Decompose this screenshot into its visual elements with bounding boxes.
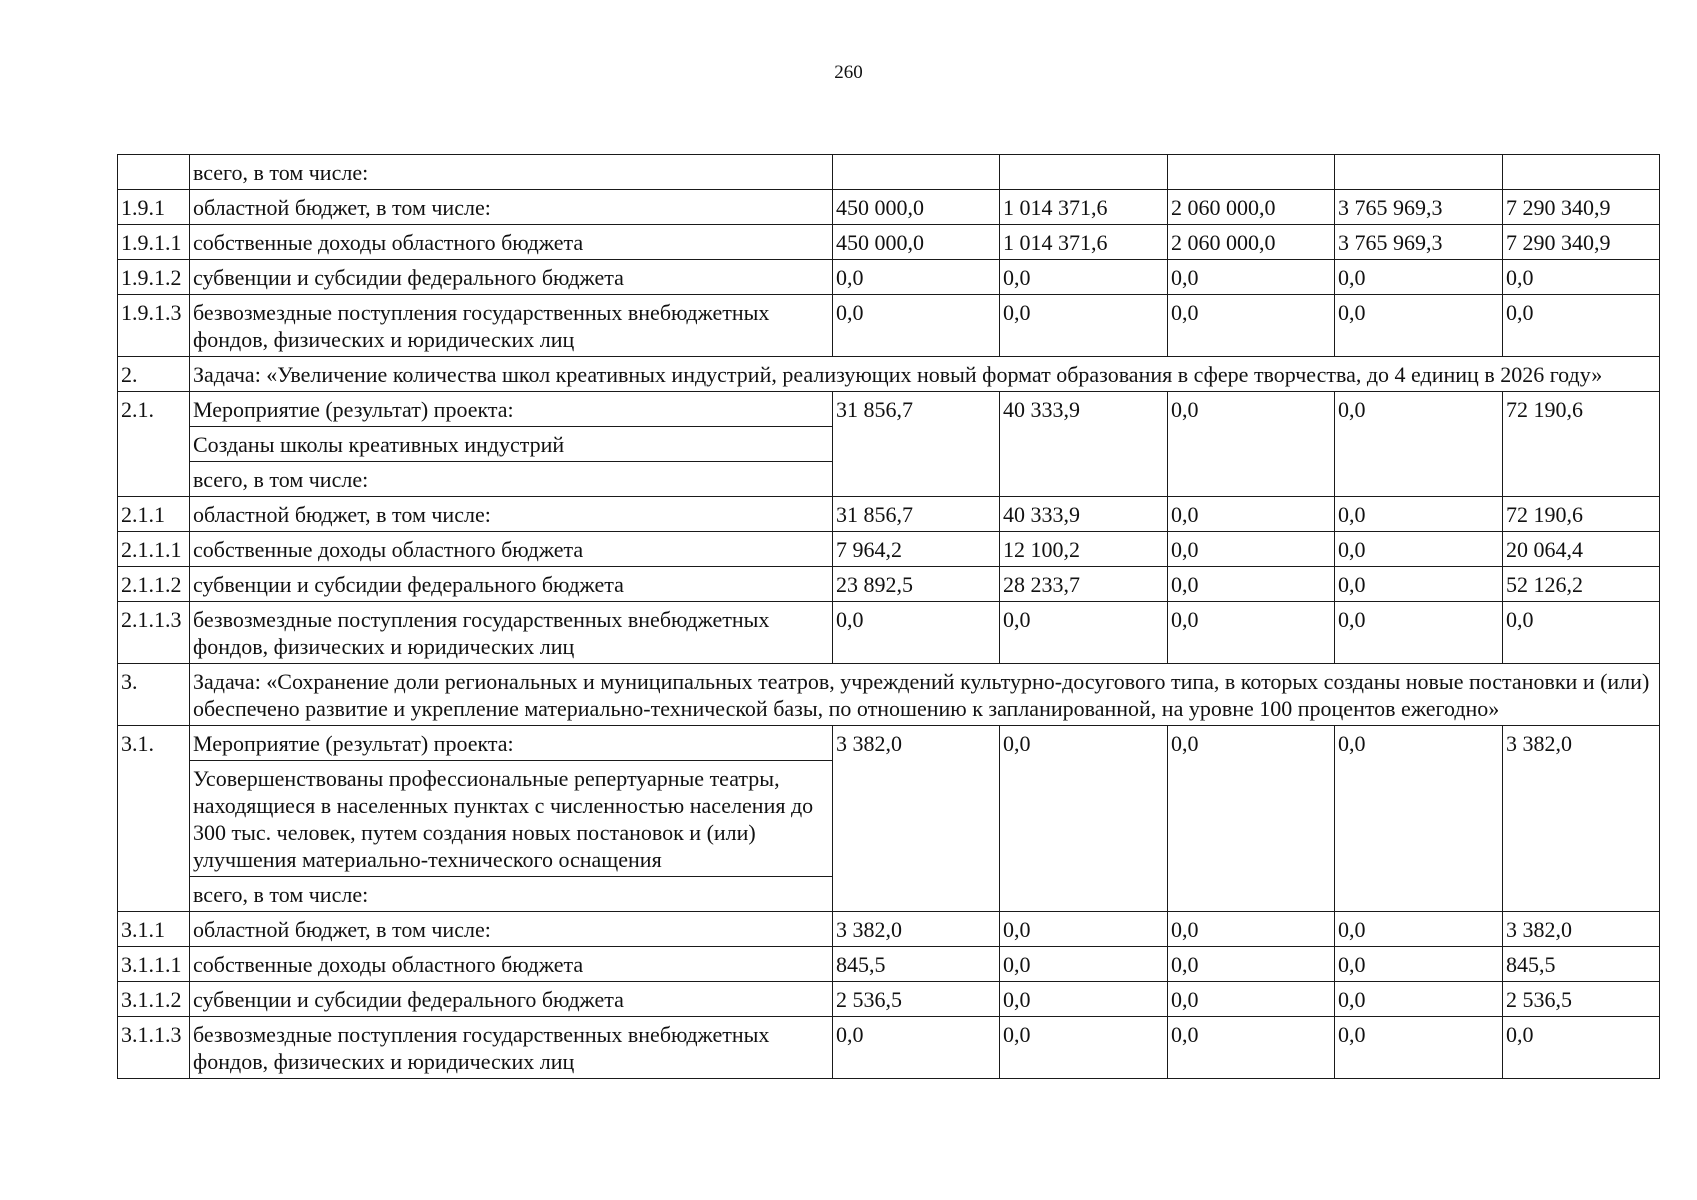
row-value: 0,0 bbox=[1503, 602, 1660, 664]
task-text: Задача: «Увеличение количества школ креативных индустрий, реализующих новый формат образования в сфере творчества, до 4 единиц в 2026 году» bbox=[190, 357, 1660, 392]
table-row bbox=[118, 190, 1660, 225]
row-name: областной бюджет, в том числе: bbox=[190, 497, 833, 532]
row-value: 0,0 bbox=[1335, 567, 1503, 602]
row-code: 3.1.1 bbox=[118, 912, 190, 947]
table-row bbox=[118, 225, 1660, 260]
row-value: 0,0 bbox=[1168, 567, 1335, 602]
table-row bbox=[118, 567, 1660, 602]
row-value: 845,5 bbox=[833, 947, 1000, 982]
row-value: 3 382,0 bbox=[1503, 726, 1660, 912]
row-value: 0,0 bbox=[1000, 726, 1168, 912]
row-value: 31 856,7 bbox=[833, 497, 1000, 532]
event-label: Мероприятие (результат) проекта: bbox=[190, 392, 833, 427]
row-code bbox=[118, 155, 190, 190]
row-code: 2.1.1 bbox=[118, 497, 190, 532]
row-value: 0,0 bbox=[1168, 982, 1335, 1017]
row-code: 3.1.1.3 bbox=[118, 1017, 190, 1079]
task-row bbox=[118, 664, 1660, 726]
row-name: собственные доходы областного бюджета bbox=[190, 532, 833, 567]
row-value: 7 290 340,9 bbox=[1503, 225, 1660, 260]
row-value: 72 190,6 bbox=[1503, 392, 1660, 497]
row-value: 0,0 bbox=[1503, 1017, 1660, 1079]
row-value: 0,0 bbox=[1168, 1017, 1335, 1079]
row-value bbox=[1000, 155, 1168, 190]
event-code: 3.1. bbox=[118, 726, 190, 912]
row-value: 0,0 bbox=[1335, 392, 1503, 497]
table-row bbox=[118, 295, 1660, 357]
row-name: субвенции и субсидии федерального бюджета bbox=[190, 567, 833, 602]
row-value: 40 333,9 bbox=[1000, 497, 1168, 532]
row-value: 20 064,4 bbox=[1503, 532, 1660, 567]
row-value: 2 060 000,0 bbox=[1168, 190, 1335, 225]
event-code: 2.1. bbox=[118, 392, 190, 497]
row-value: 0,0 bbox=[1000, 912, 1168, 947]
row-value: 12 100,2 bbox=[1000, 532, 1168, 567]
budget-table bbox=[117, 154, 1660, 1079]
table-row bbox=[118, 260, 1660, 295]
row-value: 23 892,5 bbox=[833, 567, 1000, 602]
row-value: 3 382,0 bbox=[1503, 912, 1660, 947]
row-value: 0,0 bbox=[1168, 295, 1335, 357]
event-row bbox=[118, 392, 1660, 427]
row-name: субвенции и субсидии федерального бюджета bbox=[190, 260, 833, 295]
row-name: собственные доходы областного бюджета bbox=[190, 947, 833, 982]
row-value bbox=[1168, 155, 1335, 190]
row-code: 2.1.1.2 bbox=[118, 567, 190, 602]
row-value: 72 190,6 bbox=[1503, 497, 1660, 532]
row-value: 0,0 bbox=[1335, 947, 1503, 982]
row-name: безвозмездные поступления государственных внебюджетных фондов, физических и юридических лиц bbox=[190, 295, 833, 357]
row-value: 7 964,2 bbox=[833, 532, 1000, 567]
row-value: 0,0 bbox=[1168, 497, 1335, 532]
row-name: безвозмездные поступления государственных внебюджетных фондов, физических и юридических лиц bbox=[190, 602, 833, 664]
row-value: 0,0 bbox=[1335, 726, 1503, 912]
row-name: безвозмездные поступления государственных внебюджетных фондов, физических и юридических лиц bbox=[190, 1017, 833, 1079]
task-text: Задача: «Сохранение доли региональных и муниципальных театров, учреждений культурно-досугового типа, в которых созданы новые постановки и (или) обеспечено развитие и укрепление материально-технической базы, по отношению к запланированной, на уровне 100 процентов ежегодно» bbox=[190, 664, 1660, 726]
row-value: 0,0 bbox=[1000, 602, 1168, 664]
event-total: всего, в том числе: bbox=[190, 462, 833, 497]
row-code: 2.1.1.3 bbox=[118, 602, 190, 664]
row-value: 31 856,7 bbox=[833, 392, 1000, 497]
row-value: 0,0 bbox=[833, 260, 1000, 295]
row-name: областной бюджет, в том числе: bbox=[190, 190, 833, 225]
row-value: 1 014 371,6 bbox=[1000, 225, 1168, 260]
task-code: 2. bbox=[118, 357, 190, 392]
table-row bbox=[118, 947, 1660, 982]
row-value bbox=[1503, 155, 1660, 190]
row-value: 0,0 bbox=[1168, 947, 1335, 982]
row-value: 3 765 969,3 bbox=[1335, 190, 1503, 225]
row-value: 845,5 bbox=[1503, 947, 1660, 982]
row-value: 0,0 bbox=[833, 602, 1000, 664]
table-row bbox=[118, 602, 1660, 664]
row-value: 7 290 340,9 bbox=[1503, 190, 1660, 225]
row-value bbox=[1335, 155, 1503, 190]
row-value: 0,0 bbox=[1000, 260, 1168, 295]
row-value: 0,0 bbox=[1168, 602, 1335, 664]
row-code: 3.1.1.2 bbox=[118, 982, 190, 1017]
row-value: 0,0 bbox=[1168, 726, 1335, 912]
row-value: 52 126,2 bbox=[1503, 567, 1660, 602]
table-row bbox=[118, 982, 1660, 1017]
row-code: 1.9.1.1 bbox=[118, 225, 190, 260]
row-value bbox=[833, 155, 1000, 190]
row-value: 0,0 bbox=[1335, 1017, 1503, 1079]
row-value: 0,0 bbox=[1335, 982, 1503, 1017]
row-value: 2 536,5 bbox=[833, 982, 1000, 1017]
row-value: 40 333,9 bbox=[1000, 392, 1168, 497]
table-row bbox=[118, 532, 1660, 567]
row-value: 0,0 bbox=[1168, 260, 1335, 295]
row-value: 0,0 bbox=[1335, 497, 1503, 532]
row-value: 0,0 bbox=[1000, 295, 1168, 357]
event-result: Созданы школы креативных индустрий bbox=[190, 427, 833, 462]
row-code: 1.9.1.2 bbox=[118, 260, 190, 295]
row-value: 0,0 bbox=[1168, 912, 1335, 947]
row-code: 2.1.1.1 bbox=[118, 532, 190, 567]
table-row bbox=[118, 155, 1660, 190]
row-value: 2 060 000,0 bbox=[1168, 225, 1335, 260]
row-code: 1.9.1 bbox=[118, 190, 190, 225]
row-value: 0,0 bbox=[1335, 260, 1503, 295]
row-value: 0,0 bbox=[1000, 982, 1168, 1017]
row-value: 450 000,0 bbox=[833, 190, 1000, 225]
row-name: областной бюджет, в том числе: bbox=[190, 912, 833, 947]
table-row bbox=[118, 1017, 1660, 1079]
row-value: 0,0 bbox=[1335, 912, 1503, 947]
row-value: 0,0 bbox=[1168, 532, 1335, 567]
row-name: субвенции и субсидии федерального бюджета bbox=[190, 982, 833, 1017]
event-result: Усовершенствованы профессиональные репертуарные театры, находящиеся в населенных пунктах с численностью населения до 300 тыс. человек, путем создания новых постановок и (или) улучшения материально-технического оснащения bbox=[190, 761, 833, 877]
event-label: Мероприятие (результат) проекта: bbox=[190, 726, 833, 761]
row-value: 2 536,5 bbox=[1503, 982, 1660, 1017]
row-value: 450 000,0 bbox=[833, 225, 1000, 260]
row-value: 0,0 bbox=[1503, 295, 1660, 357]
page-number: 260 bbox=[834, 62, 863, 83]
row-value: 0,0 bbox=[1503, 260, 1660, 295]
row-value: 3 382,0 bbox=[833, 726, 1000, 912]
row-name: собственные доходы областного бюджета bbox=[190, 225, 833, 260]
row-value: 0,0 bbox=[1335, 532, 1503, 567]
table-row bbox=[118, 912, 1660, 947]
event-row bbox=[118, 726, 1660, 761]
row-code: 3.1.1.1 bbox=[118, 947, 190, 982]
row-value: 0,0 bbox=[1000, 1017, 1168, 1079]
row-name: всего, в том числе: bbox=[190, 155, 833, 190]
row-value: 0,0 bbox=[1335, 602, 1503, 664]
row-value: 0,0 bbox=[1168, 392, 1335, 497]
row-value: 3 765 969,3 bbox=[1335, 225, 1503, 260]
row-value: 0,0 bbox=[1000, 947, 1168, 982]
task-row bbox=[118, 357, 1660, 392]
row-value: 1 014 371,6 bbox=[1000, 190, 1168, 225]
row-value: 0,0 bbox=[833, 1017, 1000, 1079]
task-code: 3. bbox=[118, 664, 190, 726]
row-code: 1.9.1.3 bbox=[118, 295, 190, 357]
row-value: 28 233,7 bbox=[1000, 567, 1168, 602]
table-row bbox=[118, 497, 1660, 532]
row-value: 3 382,0 bbox=[833, 912, 1000, 947]
event-total: всего, в том числе: bbox=[190, 877, 833, 912]
row-value: 0,0 bbox=[833, 295, 1000, 357]
row-value: 0,0 bbox=[1335, 295, 1503, 357]
